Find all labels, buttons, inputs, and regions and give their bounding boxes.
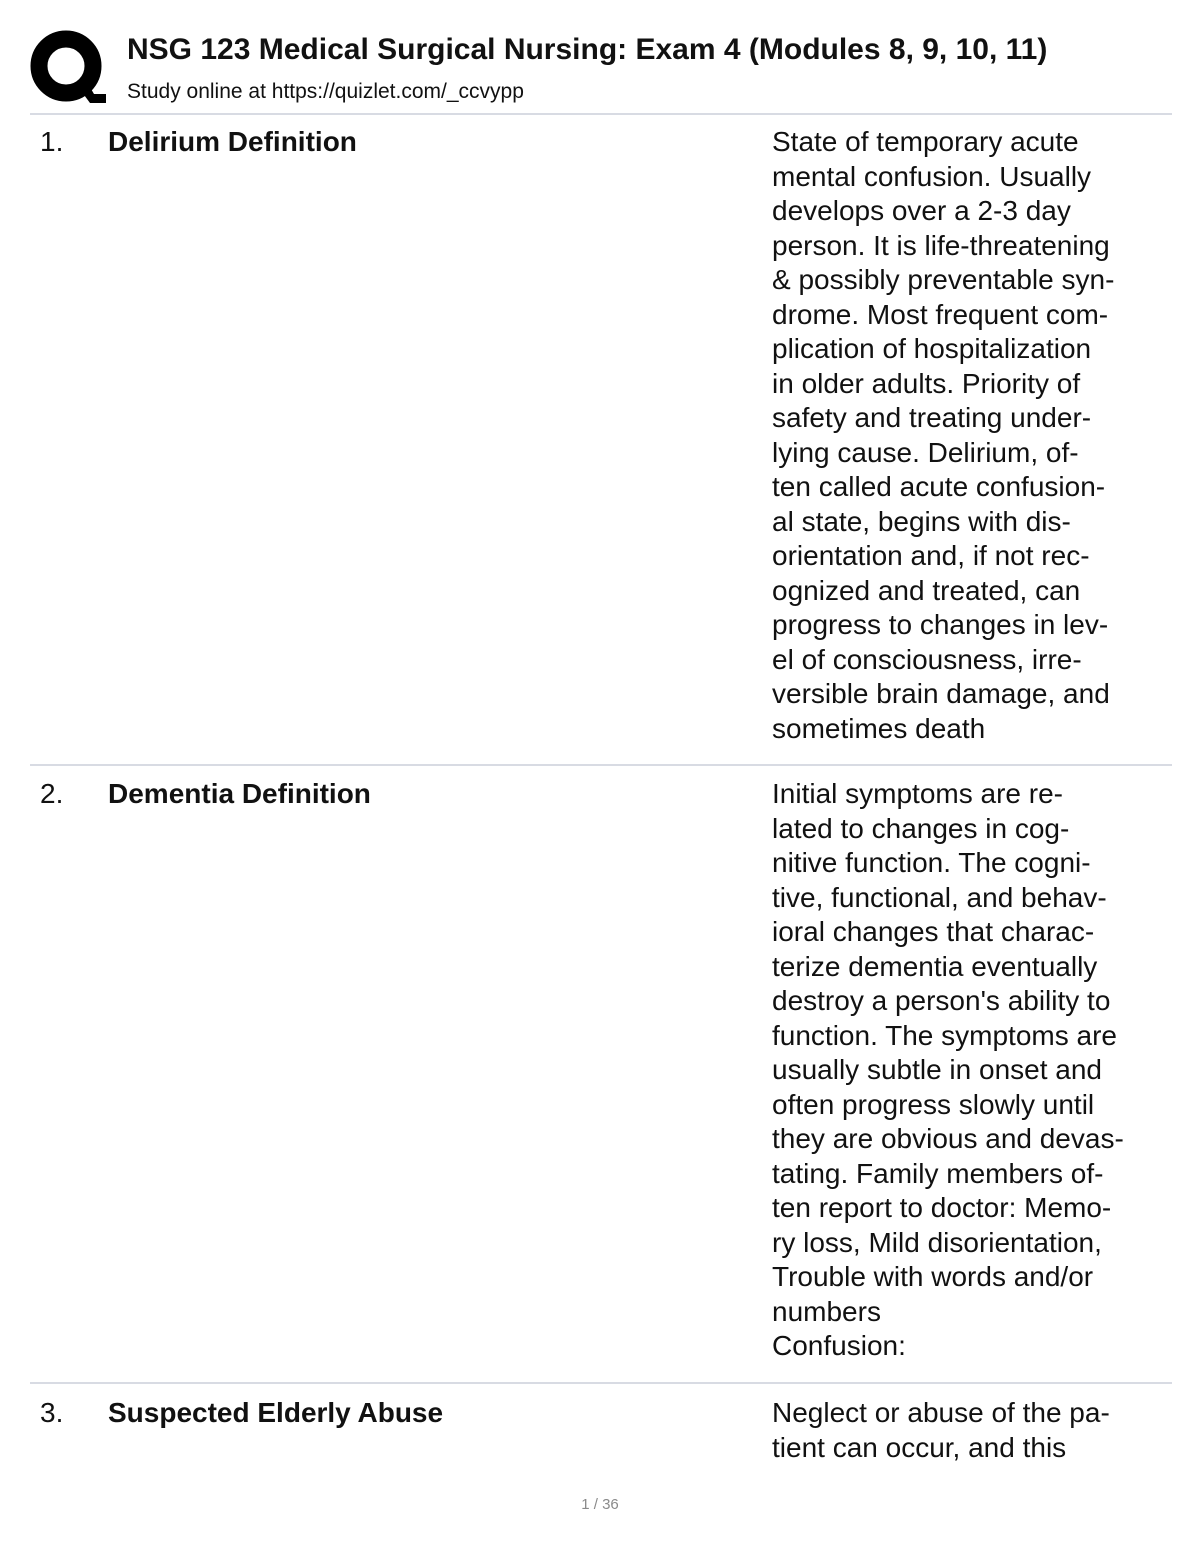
definition-line: ry loss, Mild disorientation, [772,1226,1102,1258]
definition-line: ten called acute confusion- [772,471,1106,502]
definition-line: ognized and treated, can [772,574,1081,606]
definition-line: usually subtle in onset and [772,1054,1102,1085]
definition-line: progress to changes in lev- [772,609,1109,640]
definition-line: safety and treating under- [772,402,1092,433]
document-title: NSG 123 Medical Surgical Nursing: Exam 4 (Modules 8, 9, 10, 11) [127,33,1048,66]
card-definition [772,125,1172,746]
definition-line: orientation and, if not rec- [772,540,1090,571]
definition-line: lying cause. Delirium, of- [772,436,1079,468]
card-divider [30,764,1172,766]
definition-line: tient can occur, and this [772,1431,1067,1463]
definition-line: lated to changes in cog- [772,812,1070,844]
definition-line: numbers [772,1295,881,1327]
definition-line: mental confusion. Usually [772,160,1092,192]
definition-line: Neglect or abuse of the pa- [772,1397,1110,1428]
header-divider [30,113,1172,115]
card-definition [772,777,1172,1364]
definition-line: often progress slowly until [772,1088,1095,1120]
definition-line: develops over a 2-3 day [772,195,1071,226]
definition-line: tive, functional, and behav- [772,881,1107,913]
card-term: Delirium Definition [108,126,357,157]
study-online-link[interactable]: Study online at https://quizlet.com/_ccvypp [127,80,524,103]
definition-line: in older adults. Priority of [772,367,1081,399]
page-number: 1 / 36 [581,1496,619,1513]
card-term: Suspected Elderly Abuse [108,1397,444,1428]
definition-line: they are obvious and devas- [772,1123,1124,1154]
definition-line: State of temporary acute [772,126,1079,157]
definition-line: tating. Family members of- [772,1157,1104,1189]
definition-line: Initial symptoms are re- [772,778,1063,809]
definition-line: el of consciousness, irre- [772,643,1082,675]
definition-line: & possibly preventable syn- [772,264,1115,295]
card-divider [30,1382,1172,1384]
card-term: Dementia Definition [108,778,371,809]
definition-line: ten report to doctor: Memo- [772,1192,1112,1223]
definition-line: nitive function. The cogni- [772,847,1091,878]
definition-line: Confusion: [772,1330,906,1361]
card-number: 2. [40,778,64,809]
definition-line: Trouble with words and/or [772,1261,1094,1292]
definition-line: function. The symptoms are [772,1019,1117,1051]
definition-line: plication of hospitalization [772,333,1092,364]
definition-line: terize dementia eventually [772,950,1098,982]
card-number: 1. [40,126,64,157]
card-definition [772,1396,1172,1465]
definition-line: ioral changes that charac- [772,916,1095,947]
definition-line: versible brain damage, and [772,678,1110,709]
definition-line: person. It is life-threatening [772,229,1110,261]
definition-line: sometimes death [772,712,986,744]
definition-line: destroy a person's ability to [772,985,1111,1016]
card-number: 3. [40,1397,64,1428]
quizlet-q-logo [30,30,106,106]
definition-line: drome. Most frequent com- [772,298,1109,330]
definition-line: al state, begins with dis- [772,505,1071,537]
